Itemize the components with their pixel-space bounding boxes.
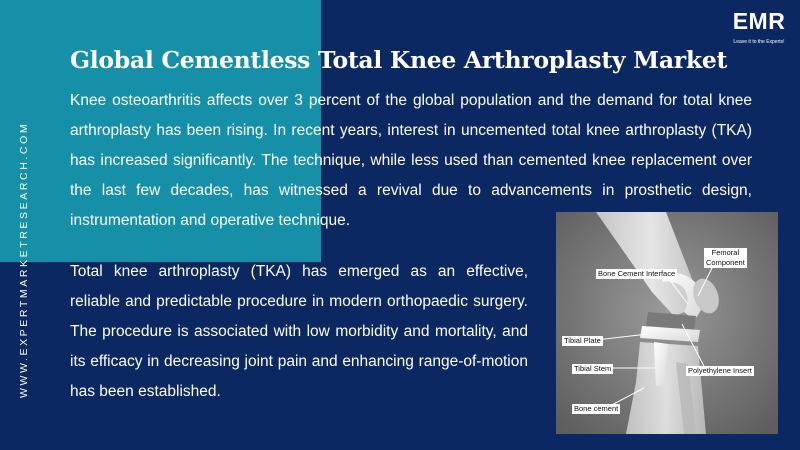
knee-xray-image [556, 212, 778, 434]
femoral-label-line2: Component [706, 258, 745, 267]
bone-cement-interface-label: Bone Cement Interface [598, 269, 676, 278]
bone-cement-label: Bone cement [574, 404, 619, 413]
xray-illustration [556, 212, 778, 434]
page-title: Global Cementless Total Knee Arthroplasty Market [70, 46, 728, 74]
tibial-stem-label: Tibial Stem [574, 364, 612, 373]
femoral-label-line1: Femoral [711, 248, 740, 257]
tibial-plate-label: Tibial Plate [564, 336, 601, 345]
femoral-component-label [704, 248, 747, 268]
polyethylene-insert-label: Polyethylene Insert [688, 366, 752, 375]
logo-text: EMR [732, 8, 786, 34]
second-paragraph: Total knee arthroplasty (TKA) has emerged as an effective, reliable and predictable procedure in modern orthopaedic surgery. The procedure is associated with low morbidity and mortality, and its efficacy in decreasing joint pain and enhancing range-of-motion has been established. [70, 263, 528, 400]
logo-tagline: Leave it to the Experts! [733, 39, 785, 45]
emr-logo [728, 8, 790, 52]
side-website-url: WWW.EXPERTMARKETRESEARCH.COM [18, 121, 30, 398]
intro-paragraph: Knee osteoarthritis affects over 3 percent of the global population and the demand for total knee arthroplasty has been rising. In recent years, interest in uncemented total knee arthroplasty (TKA) has increased significantly. The technique, while less used than cemented knee replacement over the last few decades, has witnessed a revival due to advancements in prosthetic design, instrumentation and operative technique. [70, 92, 752, 229]
